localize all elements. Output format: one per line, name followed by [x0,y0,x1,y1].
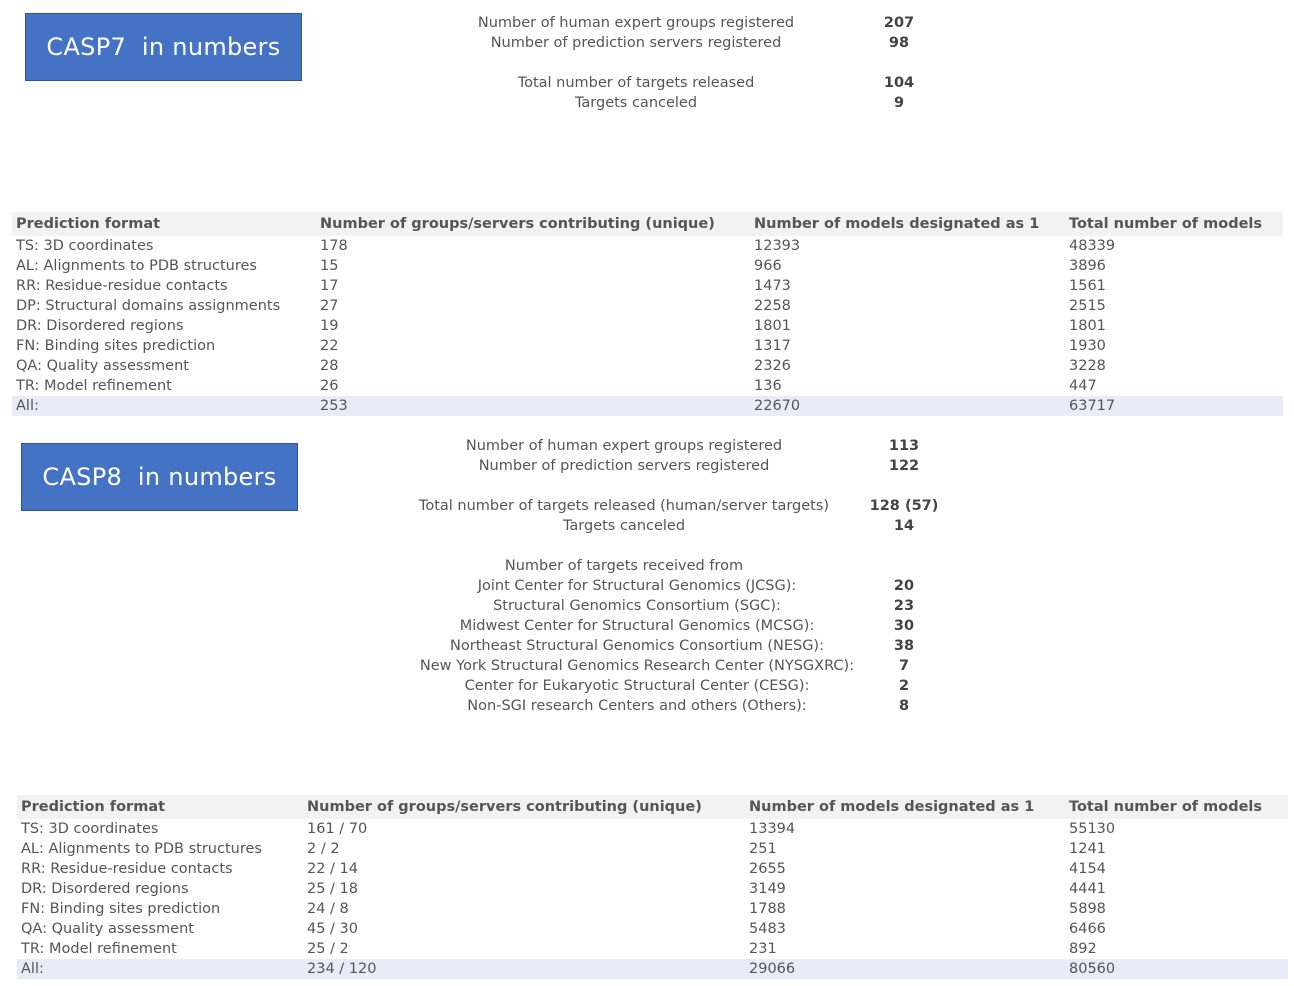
table-cell: DR: Disordered regions [16,318,184,334]
table-cell: 48339 [1069,238,1116,254]
stat-value: 23 [893,598,915,614]
stat-value: 104 [883,75,915,91]
table-cell: 2326 [754,358,791,374]
table-cell: 22670 [754,398,801,414]
table-cell: 3149 [749,881,786,897]
table-cell: 892 [1069,941,1097,957]
stat-row [0,73,1294,93]
stat-label: Northeast Structural Genomics Consortium (NESG): [450,638,824,654]
stat-value: 122 [888,458,920,474]
table-cell: 161 / 70 [307,821,368,837]
stat-value: 38 [893,638,915,654]
stat-row [0,656,1294,676]
table-row [12,336,1283,356]
table-cell: DR: Disordered regions [21,881,189,897]
table-cell: 234 / 120 [307,961,377,977]
table-cell: 25 / 18 [307,881,359,897]
stat-value: 113 [888,438,920,454]
stat-row [0,13,1294,33]
casp7-stats [0,13,1294,113]
table-cell: 1801 [754,318,791,334]
stat-label: Number of prediction servers registered [490,35,782,51]
table-cell: 19 [320,318,339,334]
table-cell: 22 / 14 [307,861,359,877]
stat-label: Midwest Center for Structural Genomics (MCSG): [459,618,815,634]
table-total-row [12,396,1283,416]
stat-value: 30 [893,618,915,634]
header-cell: Prediction format [16,216,161,232]
table-cell: 966 [754,258,782,274]
header-cell: Total number of models [1069,799,1263,815]
table-header-row [12,212,1283,236]
header-cell: Number of groups/servers contributing (unique) [307,799,702,815]
table-cell: 1241 [1069,841,1106,857]
stat-value: 7 [898,658,910,674]
header-cell: Prediction format [21,799,166,815]
table-cell: 178 [320,238,348,254]
table-cell: 63717 [1069,398,1116,414]
table-cell: 3896 [1069,258,1106,274]
stat-row [0,616,1294,636]
table-cell: TR: Model refinement [16,378,172,394]
stat-label: Non-SGI research Centers and others (Others): [467,698,807,714]
stat-label: New York Structural Genomics Research Center (NYSGXRC): [419,658,855,674]
table-cell: 2515 [1069,298,1106,314]
stat-row [0,676,1294,696]
casp8-stats [0,436,1294,716]
table-cell: 3228 [1069,358,1106,374]
stat-label: Center for Eukaryotic Structural Center (CESG): [464,678,810,694]
table-cell: 5898 [1069,901,1106,917]
table-cell: FN: Binding sites prediction [21,901,221,917]
stat-row [0,636,1294,656]
table-row [17,859,1288,879]
table-cell: 55130 [1069,821,1116,837]
table-cell: 15 [320,258,339,274]
table-cell: 27 [320,298,339,314]
table-cell: 231 [749,941,777,957]
casp7-table [12,212,1283,416]
targets-heading-row [0,556,1294,576]
table-row [17,819,1288,839]
table-cell: 12393 [754,238,801,254]
table-cell: FN: Binding sites prediction [16,338,216,354]
table-cell: 28 [320,358,339,374]
table-cell: AL: Alignments to PDB structures [21,841,262,857]
table-cell: 13394 [749,821,796,837]
table-cell: 4154 [1069,861,1106,877]
header-cell: Total number of models [1069,216,1263,232]
table-row [17,879,1288,899]
table-cell: 5483 [749,921,786,937]
table-cell: 29066 [749,961,796,977]
table-cell: 1473 [754,278,791,294]
table-cell: 136 [754,378,782,394]
stat-value: 207 [883,15,915,31]
stat-value: 8 [898,698,910,714]
table-cell: TS: 3D coordinates [21,821,159,837]
table-header-row [17,795,1288,819]
stat-label: Structural Genomics Consortium (SGC): [493,598,781,614]
table-cell: 2 / 2 [307,841,340,857]
table-cell: 4441 [1069,881,1106,897]
table-cell: 1788 [749,901,786,917]
table-row [17,919,1288,939]
table-cell: RR: Residue-residue contacts [16,278,228,294]
header-cell: Number of models designated as 1 [754,216,1040,232]
table-cell: 6466 [1069,921,1106,937]
table-row [12,316,1283,336]
table-cell: QA: Quality assessment [16,358,189,374]
table-cell: 447 [1069,378,1097,394]
stat-label: Total number of targets released (human/server targets) [418,498,830,514]
table-cell: 24 / 8 [307,901,349,917]
table-row [17,899,1288,919]
table-cell: 2258 [754,298,791,314]
stat-row [0,93,1294,113]
table-row [17,839,1288,859]
casp8-table [17,795,1288,979]
stat-label: Number of prediction servers registered [478,458,770,474]
header-cell: Number of models designated as 1 [749,799,1035,815]
table-cell: RR: Residue-residue contacts [21,861,233,877]
casp8-banner: CASP8 in numbers [21,443,298,511]
stat-row [0,516,1294,536]
table-row [12,356,1283,376]
table-cell: All: [16,398,39,414]
stat-label: Number of human expert groups registered [477,15,795,31]
stat-value: 98 [888,35,910,51]
table-row [12,296,1283,316]
table-cell: TR: Model refinement [21,941,177,957]
table-cell: TS: 3D coordinates [16,238,154,254]
table-row [12,236,1283,256]
table-cell: 25 / 2 [307,941,349,957]
table-row [12,276,1283,296]
table-cell: 1317 [754,338,791,354]
table-cell: 80560 [1069,961,1116,977]
stat-value: 128 (57) [869,498,939,514]
stat-row [0,696,1294,716]
table-row [17,939,1288,959]
table-total-row [17,959,1288,979]
table-row [12,376,1283,396]
table-cell: All: [21,961,44,977]
table-cell: 1930 [1069,338,1106,354]
stat-value: 2 [898,678,910,694]
stat-value: 9 [893,95,905,111]
table-cell: 17 [320,278,339,294]
table-cell: 45 / 30 [307,921,359,937]
stat-label: Targets canceled [574,95,698,111]
table-cell: QA: Quality assessment [21,921,194,937]
stat-row [0,436,1294,456]
table-cell: 253 [320,398,348,414]
table-cell: 22 [320,338,339,354]
stat-value: 14 [893,518,915,534]
table-cell: 2655 [749,861,786,877]
casp7-banner: CASP7 in numbers [25,13,302,81]
stat-label: Joint Center for Structural Genomics (JCSG): [477,578,797,594]
stat-row [0,456,1294,476]
targets-heading: Number of targets received from [504,558,744,574]
table-cell: 1801 [1069,318,1106,334]
stat-label: Total number of targets released [517,75,755,91]
header-cell: Number of groups/servers contributing (unique) [320,216,715,232]
stat-row [0,33,1294,53]
stat-row [0,596,1294,616]
stat-label: Number of human expert groups registered [465,438,783,454]
stat-row [0,496,1294,516]
stat-label: Targets canceled [562,518,686,534]
table-row [12,256,1283,276]
table-cell: 1561 [1069,278,1106,294]
stat-value: 20 [893,578,915,594]
table-cell: DP: Structural domains assignments [16,298,281,314]
table-cell: 251 [749,841,777,857]
table-cell: AL: Alignments to PDB structures [16,258,257,274]
stat-row [0,576,1294,596]
table-cell: 26 [320,378,339,394]
